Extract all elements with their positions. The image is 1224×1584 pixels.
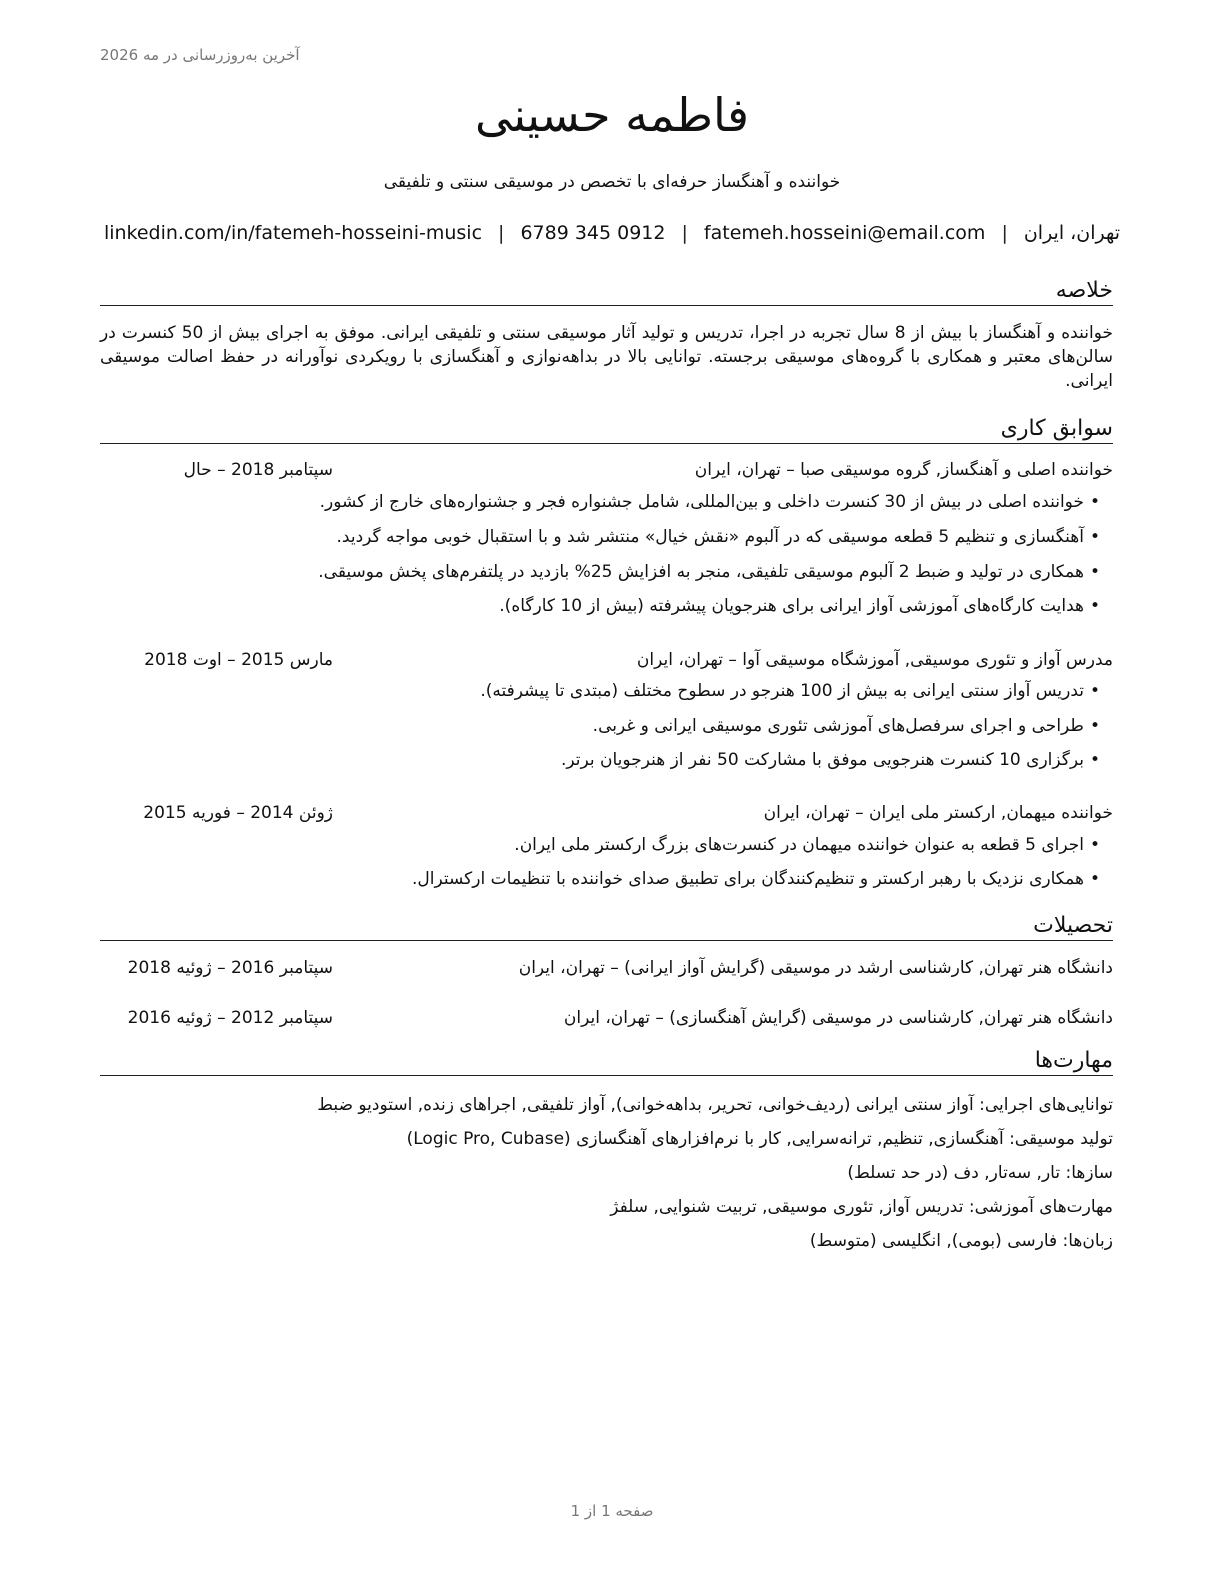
contact-separator: | <box>1001 222 1008 244</box>
job-role: خواننده اصلی و آهنگساز, گروه موسیقی صبا – تهران، ایران <box>694 460 1113 480</box>
job-bullet: •اجرای 5 قطعه به عنوان خواننده میهمان در کنسرت‌های بزرگ ارکستر ملی ایران. <box>100 832 1113 858</box>
education-dates: سپتامبر 2016 – ژوئیه 2018 <box>127 958 333 978</box>
education-degree: دانشگاه هنر تهران, کارشناسی ارشد در موسیقی (گرایش آواز ایرانی) – تهران، ایران <box>518 958 1113 978</box>
job-bullet: •خواننده اصلی در بیش از 30 کنسرت داخلی و بین‌المللی، شامل جشنواره فجر و جشنواره‌های خارج از کشور. <box>100 489 1113 515</box>
job-bullet: •آهنگسازی و تنظیم 5 قطعه موسیقی که در آلبوم «نقش خیال» منتشر شد و با استقبال خوبی مواجه گردید. <box>100 524 1113 550</box>
bullet-icon: • <box>1089 835 1100 855</box>
contact-separator: | <box>498 222 505 244</box>
job-dates: سپتامبر 2018 – حال <box>183 460 333 480</box>
job-bullet: •تدریس آواز سنتی ایرانی به بیش از 100 هنرجو در سطوح مختلف (مبتدی تا پیشرفته). <box>100 678 1113 704</box>
job-dates: ژوئن 2014 – فوریه 2015 <box>143 803 333 823</box>
bullet-icon: • <box>1089 527 1100 547</box>
bullet-icon: • <box>1089 681 1100 701</box>
job-header <box>100 647 1113 673</box>
job-role: مدرس آواز و تئوری موسیقی, آموزشگاه موسیقی آوا – تهران، ایران <box>636 650 1113 670</box>
skill-line: مهارت‌های آموزشی: تدریس آواز, تئوری موسیقی, تربیت شنوایی, سلفژ <box>610 1197 1113 1217</box>
subtitle: خواننده و آهنگساز حرفه‌ای با تخصص در موسیقی سنتی و تلفیقی <box>383 172 841 192</box>
last-updated: آخرین به‌روزرسانی در مه 2026 <box>100 46 300 64</box>
section-title-education: تحصیلات <box>100 913 1113 941</box>
page-number: صفحه 1 از 1 <box>570 1502 654 1520</box>
skill-line: توانایی‌های اجرایی: آواز سنتی ایرانی (ردیف‌خوانی، تحریر، بداهه‌خوانی), آواز تلفیقی, اجراهای زنده, استودیو ضبط <box>317 1095 1113 1115</box>
skill-line: تولید موسیقی: آهنگسازی, تنظیم, ترانه‌سرایی, کار با نرم‌افزارهای آهنگسازی (Logic Pro, Cubase) <box>406 1129 1113 1149</box>
education-item <box>100 955 1113 981</box>
job-header <box>100 800 1113 826</box>
bullet-icon: • <box>1089 492 1100 512</box>
job-bullet: •هدایت کارگاه‌های آموزشی آواز ایرانی برای هنرجویان پیشرفته (بیش از 10 کارگاه). <box>100 593 1113 619</box>
section-title-experience: سوابق کاری <box>100 416 1113 444</box>
contact-separator: | <box>681 222 688 244</box>
job-bullet: •همکاری نزدیک با رهبر ارکستر و تنظیم‌کنندگان برای تطبیق صدای خواننده با تنظیمات ارکسترال. <box>100 866 1113 892</box>
bullet-icon: • <box>1089 750 1100 770</box>
education-dates: سپتامبر 2012 – ژوئیه 2016 <box>127 1008 333 1028</box>
contact-line <box>0 222 1224 244</box>
contact-phone: 6789 345 0912 <box>520 222 666 244</box>
skill-line: زبان‌ها: فارسی (بومی), انگلیسی (متوسط) <box>809 1231 1113 1251</box>
job-bullet: •همکاری در تولید و ضبط 2 آلبوم موسیقی تلفیقی، منجر به افزایش 25% بازدید در پلتفرم‌های پخش موسیقی. <box>100 559 1113 585</box>
job-bullet: •طراحی و اجرای سرفصل‌های آموزشی تئوری موسیقی ایرانی و غربی. <box>100 713 1113 739</box>
job-dates: مارس 2015 – اوت 2018 <box>144 650 333 670</box>
education-item <box>100 1005 1113 1031</box>
job-role: خواننده میهمان, ارکستر ملی ایران – تهران، ایران <box>763 803 1113 823</box>
contact-location: تهران، ایران <box>1023 222 1121 244</box>
bullet-icon: • <box>1089 596 1100 616</box>
page-title: فاطمه حسینی <box>474 88 750 142</box>
contact-linkedin-link[interactable]: linkedin.com/in/fatemeh-hosseini-music <box>103 222 483 244</box>
bullet-icon: • <box>1089 716 1100 736</box>
section-title-summary: خلاصه <box>100 278 1113 306</box>
summary-text: خواننده و آهنگساز با بیش از 8 سال تجربه در اجرا، تدریس و تولید آثار موسیقی سنتی و تلفیقی ایرانی. موفق به اجرای بیش از 50 کنسرت در سالن‌های معتبر و همکاری با گروه‌های موسیقی برجسته. توانایی بالا در بداهه‌نوازی و آهنگسازی با رویکردی نوآورانه در حفظ اصالت موسیقی ایرانی. <box>100 323 1113 391</box>
bullet-icon: • <box>1089 562 1100 582</box>
section-title-skills: مهارت‌ها <box>100 1048 1113 1076</box>
skill-line: سازها: تار, سه‌تار, دف (در حد تسلط) <box>847 1163 1113 1183</box>
contact-email-link[interactable]: fatemeh.hosseini@email.com <box>703 222 986 244</box>
bullet-icon: • <box>1089 869 1100 889</box>
job-bullet: •برگزاری 10 کنسرت هنرجویی موفق با مشارکت 50 نفر از هنرجویان برتر. <box>100 747 1113 773</box>
job-header <box>100 457 1113 483</box>
education-degree: دانشگاه هنر تهران, کارشناسی در موسیقی (گرایش آهنگسازی) – تهران، ایران <box>563 1008 1113 1028</box>
